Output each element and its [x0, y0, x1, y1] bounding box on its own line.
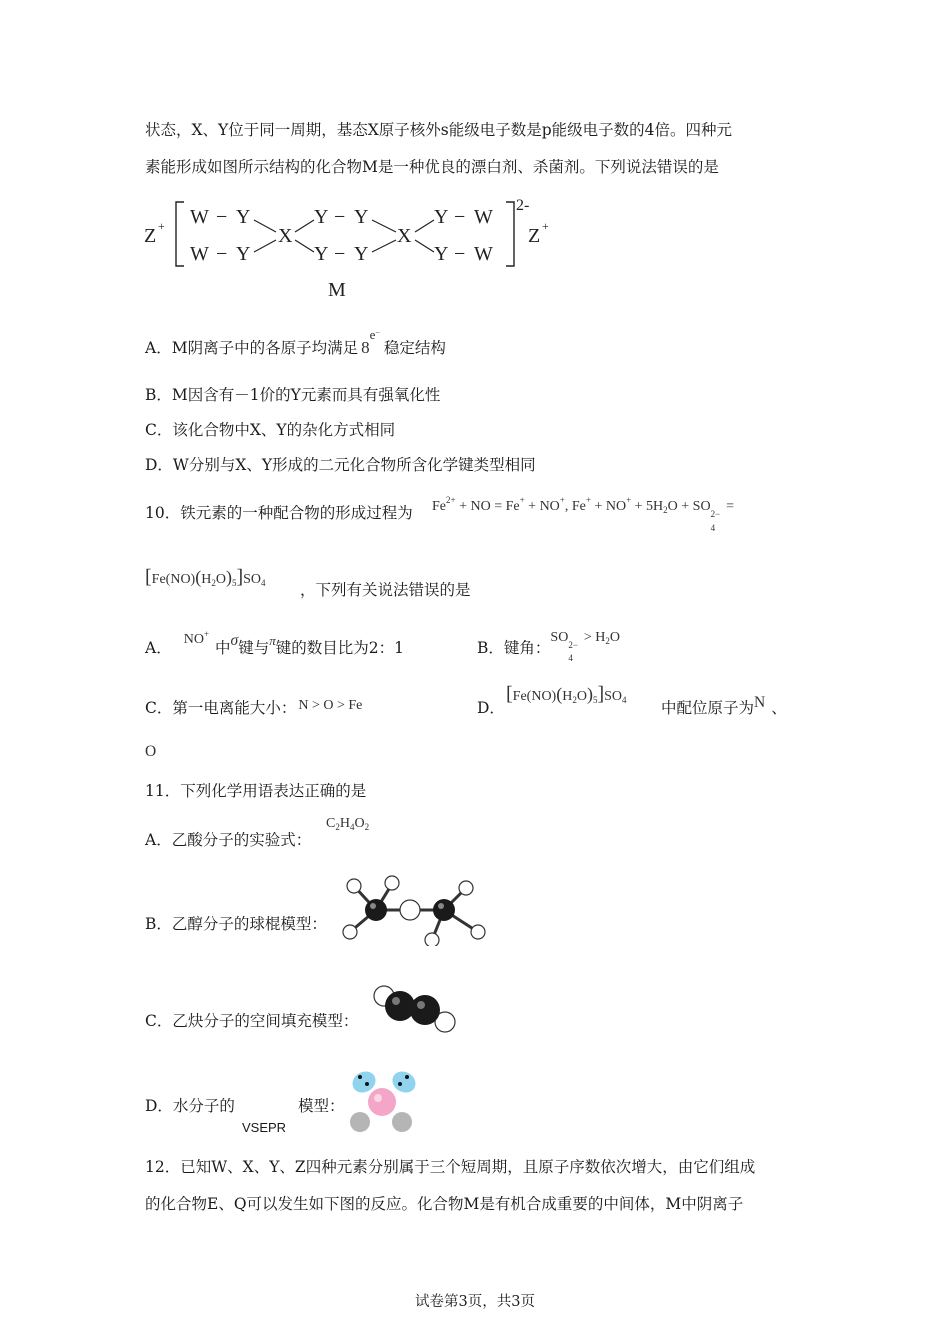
bond-line [295, 240, 314, 252]
q9-option-c: C．该化合物中X、Y的杂化方式相同 [145, 421, 396, 439]
y-atom: Y [434, 243, 449, 265]
bond-dash: − [454, 206, 466, 228]
q11-vsepr-label: VSEPR [242, 1120, 287, 1135]
bond-line [295, 220, 314, 232]
x-atom: X [397, 225, 412, 247]
q10-option-a: A． NO+中σ键与$^\pi$键的数目比为2：1 [145, 629, 404, 657]
intro-line-1: 状态，X、Y位于同一周期，基态X原子核外s能级电子数是p能级电子数的4倍。四种元 [145, 121, 733, 139]
q10-option-d: D． [477, 699, 505, 717]
y-atom: Y [236, 206, 251, 228]
q11-acetic-formula: $C_2H_4O_2$ [326, 816, 370, 832]
q10-option-d-o: O [145, 743, 157, 760]
q11-option-a: A．乙酸分子的实验式： [145, 831, 312, 849]
y-atom: Y [434, 206, 449, 228]
bond-line [372, 240, 396, 252]
q10-option-b: B．键角：SO 2− 4 > $H_2O$ [477, 630, 620, 663]
q10-option-c: C．第一电离能大小： N > O > Fe [145, 698, 363, 717]
q9-option-d: D．W分别与X、Y形成的二元化合物所含化学键类型相同 [145, 456, 536, 474]
bond-dash: − [454, 243, 466, 265]
acetylene-space-filling-model [370, 984, 460, 1034]
q11-option-c: C．乙炔分子的空间填充模型： [145, 1012, 359, 1030]
q11-option-d-pre: D．水分子的 [145, 1097, 235, 1115]
z-right-charge: + [542, 219, 549, 233]
bond-dash: − [334, 206, 346, 228]
z-right-label: Z [528, 225, 541, 247]
z-left-label: Z [144, 225, 157, 247]
y-atom: Y [314, 206, 329, 228]
w-atom: W [190, 243, 209, 265]
q10-complex: $[Fe(NO)(H_2O)_5]SO_4$ [145, 566, 266, 588]
w-atom: W [474, 243, 493, 265]
q10-option-d-complex: $[Fe(NO)(H_2O)_5]SO_4$ [506, 683, 627, 705]
y-atom: Y [314, 243, 329, 265]
structure-m-diagram [140, 190, 570, 305]
bond-line [415, 240, 434, 252]
bond-line [254, 240, 276, 252]
q11-stem: 11．下列化学用语表达正确的是 [145, 782, 367, 800]
q11-option-b: B．乙醇分子的球棍模型： [145, 915, 327, 933]
q10-equation: $Fe^{2+}$ + NO = Fe+ + NO+, $Fe^+ + NO^+ + 5H_2O$ + SO 2− 4 = [432, 495, 734, 533]
y-atom: Y [354, 206, 369, 228]
q10-stem-2: ，下列有关说法错误的是 [300, 581, 471, 599]
q10-stem: 10．铁元素的一种配合物的形成过程为 [145, 504, 413, 522]
bond-dash: − [216, 206, 228, 228]
structure-label-m: M [328, 279, 346, 301]
bond-line [415, 220, 434, 232]
w-atom: W [190, 206, 209, 228]
x-atom: X [278, 225, 293, 247]
y-atom: Y [236, 243, 251, 265]
anion-charge: 2- [516, 197, 530, 214]
z-left-charge: + [158, 219, 165, 233]
bond-line [254, 220, 276, 232]
q9-option-a: A．M阴离子中的各原子均满足 $8^{e-}$稳定结构 [145, 327, 446, 357]
bond-dash: − [216, 243, 228, 265]
bracket-right [506, 202, 514, 266]
q12-line-1: 12．已知W、X、Y、Z四种元素分别属于三个短周期，且原子序数依次增大，由它们组成 [145, 1158, 756, 1176]
intro-line-2: 素能形成如图所示结构的化合物M是一种优良的漂白剂、杀菌剂。下列说法错误的是 [145, 158, 719, 176]
bond-line [372, 220, 396, 232]
y-atom: Y [354, 243, 369, 265]
q10-option-d-text: 中配位原子为N 、 [661, 694, 787, 717]
ethanol-ball-stick-model [340, 874, 488, 946]
page-footer: 试卷第3页，共3页 [415, 1294, 535, 1310]
bond-dash: − [334, 243, 346, 265]
q11-option-d-post: 模型： [298, 1097, 345, 1115]
q12-line-2: 的化合物E、Q可以发生如下图的反应。化合物M是有机合成重要的中间体，M中阴离子 [145, 1195, 744, 1213]
water-vsepr-model [340, 1064, 424, 1136]
bracket-left [176, 202, 184, 266]
w-atom: W [474, 206, 493, 228]
q9-option-b: B．M因含有－1价的Y元素而具有强氧化性 [145, 386, 441, 404]
